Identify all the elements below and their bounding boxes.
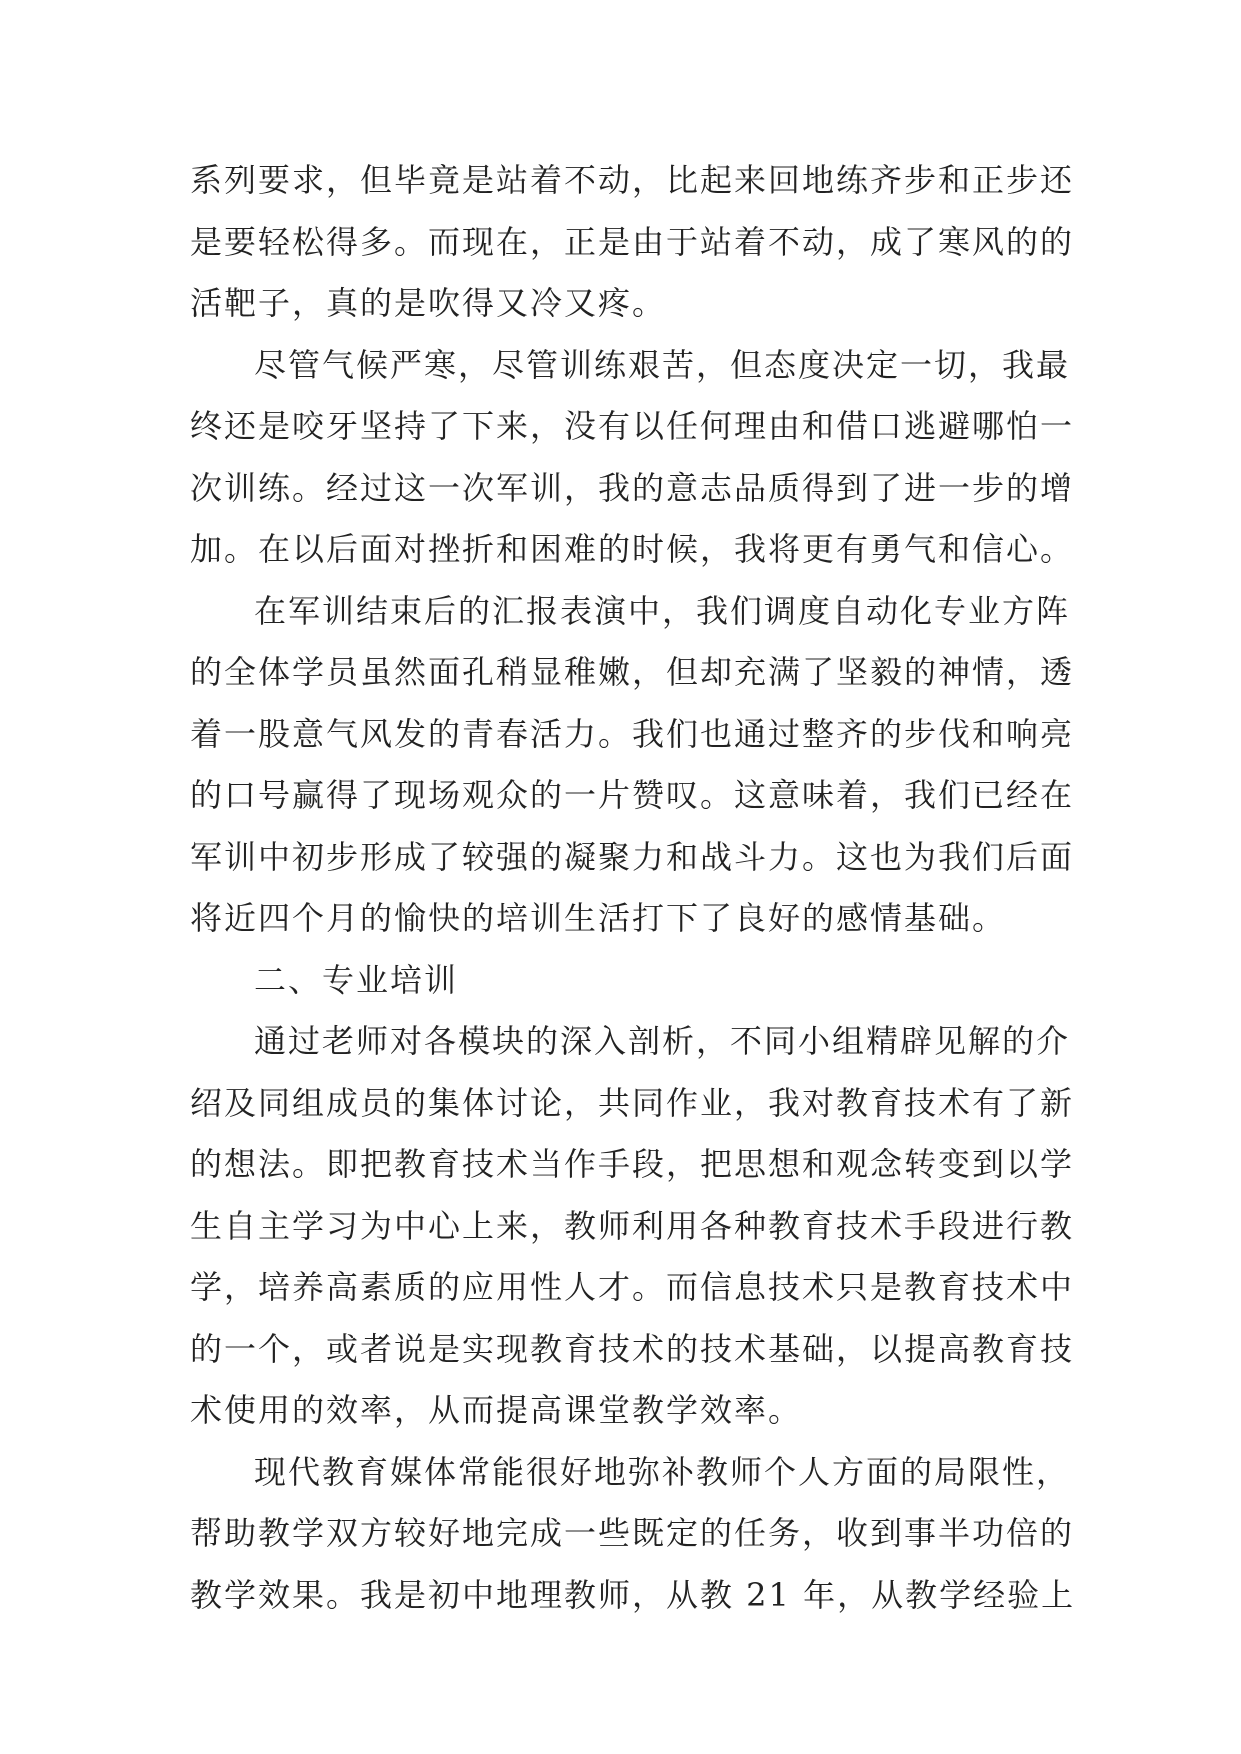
text-line: 着一股意气风发的青春活力。我们也通过整齐的步伐和响亮 xyxy=(190,714,1075,753)
text-line: 终还是咬牙坚持了下来，没有以任何理由和借口逃避哪怕一 xyxy=(190,407,1075,445)
text-line: 活靶子，真的是吹得又冷又疼。 xyxy=(190,284,667,322)
text-line: 军训中初步形成了较强的凝聚力和战斗力。这也为我们后面 xyxy=(190,837,1075,876)
text-line: 教学效果。我是初中地理教师，从教 21 年，从教学经验上 xyxy=(190,1575,1076,1614)
paragraph-first-line: 通过老师对各模块的深入剖析，不同小组精辟见解的介 xyxy=(254,1022,1071,1060)
text-line: 的全体学员虽然面孔稍显稚嫩，但却充满了坚毅的神情，透 xyxy=(190,653,1075,691)
text-line: 绍及同组成员的集体讨论，共同作业，我对教育技术有了新 xyxy=(190,1083,1075,1122)
text-line: 的一个，或者说是实现教育技术的技术基础，以提高教育技 xyxy=(190,1329,1075,1368)
paragraph-first-line: 尽管气候严寒，尽管训练艰苦，但态度决定一切，我最 xyxy=(254,345,1071,384)
document-body xyxy=(190,150,1076,1626)
text-line: 学，培养高素质的应用性人才。而信息技术只是教育技术中 xyxy=(190,1268,1075,1306)
text-line: 术使用的效率，从而提高课堂教学效率。 xyxy=(190,1391,803,1429)
text-line: 将近四个月的愉快的培训生活打下了良好的感情基础。 xyxy=(190,899,1007,937)
text-line: 帮助教学双方较好地完成一些既定的任务，收到事半功倍的 xyxy=(190,1514,1075,1552)
text-line: 是要轻松得多。而现在，正是由于站着不动，成了寒风的的 xyxy=(190,222,1075,261)
paragraph-first-line: 现代教育媒体常能很好地弥补教师个人方面的局限性， xyxy=(254,1452,1071,1491)
text-line: 加。在以后面对挫折和困难的时候，我将更有勇气和信心。 xyxy=(190,530,1075,568)
text-line: 的想法。即把教育技术当作手段，把思想和观念转变到以学 xyxy=(190,1145,1075,1183)
text-line: 的口号赢得了现场观众的一片赞叹。这意味着，我们已经在 xyxy=(190,776,1075,814)
section-heading: 二、专业培训 xyxy=(254,960,459,999)
text-line: 生自主学习为中心上来，教师利用各种教育技术手段进行教 xyxy=(190,1206,1075,1245)
paragraph-first-line: 在军训结束后的汇报表演中，我们调度自动化专业方阵 xyxy=(254,591,1071,630)
text-line: 次训练。经过这一次军训，我的意志品质得到了进一步的增 xyxy=(190,468,1075,507)
text-line: 系列要求，但毕竟是站着不动，比起来回地练齐步和正步还 xyxy=(190,161,1075,199)
